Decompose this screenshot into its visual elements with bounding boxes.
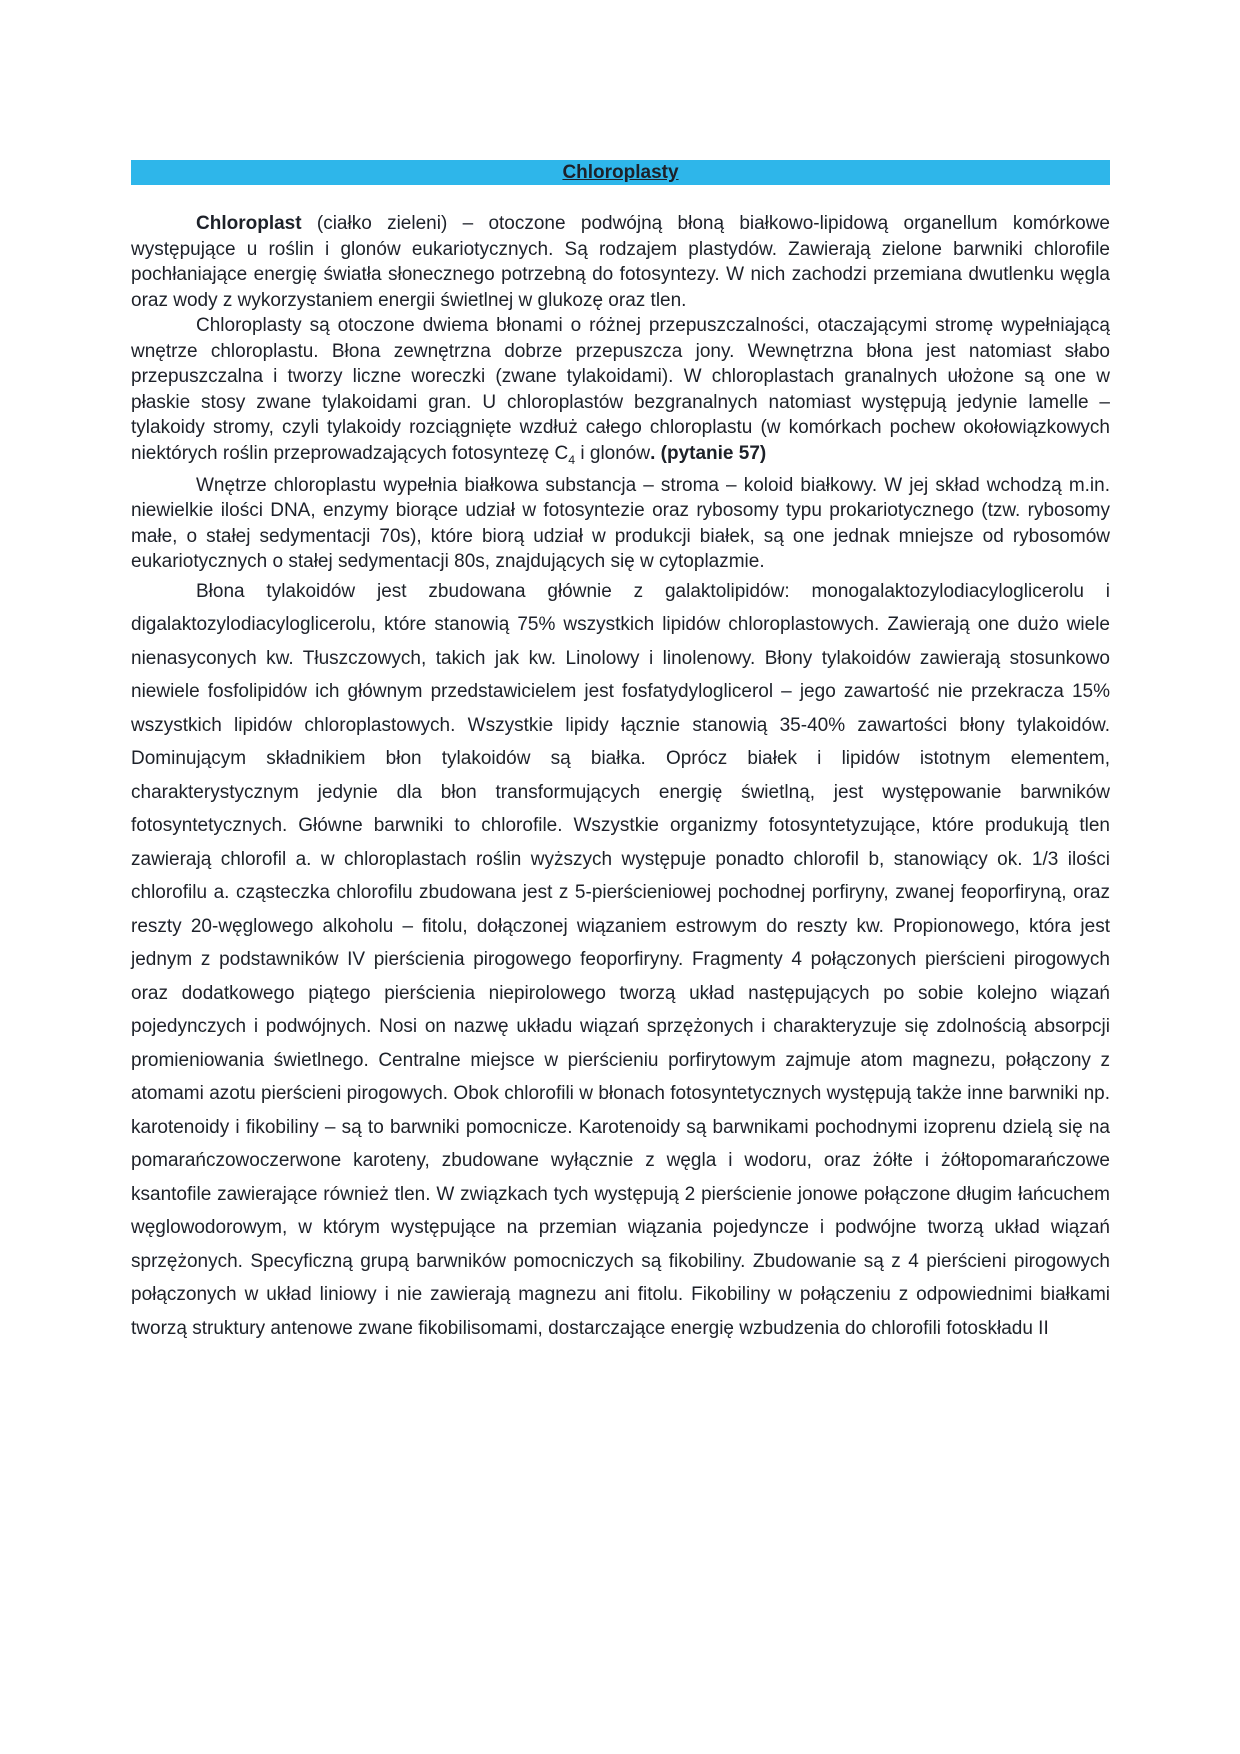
text-run: Wnętrze chloroplastu wypełnia białkowa substancja – stroma – koloid białkowy. W jej skład wchodzą m.in. niewielkie ilości DNA, enzymy biorące udział w fotosyntezie oraz rybosomy typu prokariotycznego (tzw. rybosomy małe, o stałej sedymentacji 70s), które biorą udział w produkcji białek, są one jednak mniejsze od rybosomów eukariotycznych o stałej sedymentacji 80s, znajdujących się w cytoplazmie.	[131, 474, 1110, 573]
document-title-highlight	[131, 160, 1110, 185]
bold-run: . (pytanie 57)	[650, 442, 767, 464]
text-run: Chloroplasty są otoczone dwiema błonami o różnej przepuszczalności, otaczającymi stromę wypełniającą wnętrze chloroplastu. Błona zewnętrzna dobrze przepuszcza jony. Wewnętrzna błona jest natomiast słabo przepuszczalna i tworzy liczne woreczki (zwane tylakoidami). W chloroplastach granalnych ułożone są one w płaskie stosy zwane tylakoidami gran. U chloroplastów bezgranalnych natomiast występują jedynie lamelle – tylakoidy stromy, czyli tylakoidy rozciągnięte wzdłuż całego chloroplastu (w komórkach pochew okołowiązkowych niektórych roślin przeprowadzających fotosyntezę C	[131, 315, 1110, 464]
subscript-run: 4	[568, 452, 576, 467]
paragraph	[131, 473, 1110, 575]
text-run: (ciałko zieleni) – otoczone podwójną błoną białkowo-lipidową organellum komórkowe występujące u roślin i glonów eukariotycznych. Są rodzajem plastydów. Zawierają zielone barwniki chlorofile pochłaniające energię światła słonecznego potrzebną do fotosyntezy. W nich zachodzi przemiana dwutlenku węgla oraz wody z wykorzystaniem energii świetlnej w glukozę oraz tlen.	[131, 213, 1110, 311]
document-body	[131, 211, 1110, 1345]
paragraph	[131, 575, 1110, 1346]
document-title: Chloroplasty	[562, 162, 679, 183]
text-run: i glonów	[575, 442, 651, 464]
text-run: Błona tylakoidów jest zbudowana głównie z galaktolipidów: monogalaktozylodiacyloglicerolu i digalaktozylodiacyloglicerolu, które stanowią 75% wszystkich lipidów chloroplastowych. Zawierają one dużo wiele nienasyconych kw. Tłuszczowych, takich jak kw. Linolowy i linolenowy. Błony tylakoidów zawierają stosunkowo niewiele fosfolipidów ich głównym przedstawicielem jest fosfatydyloglicerol – jego zawartość nie przekracza 15% wszystkich lipidów chloroplastowych. Wszystkie lipidy łącznie stanowią 35-40% zawartości błony tylakoidów. Dominującym składnikiem błon tylakoidów są białka. Oprócz białek i lipidów istotnym elementem, charakterystycznym jedynie dla błon transformujących energię świetlną, jest występowanie barwników fotosyntetycznych. Główne barwniki to chlorofile. Wszystkie organizmy fotosyntetyzujące, które produkują tlen zawierają chlorofil a. w chloroplastach roślin wyższych występuje ponadto chlorofil b, stanowiący ok. 1/3 ilości chlorofilu a. cząsteczka chlorofilu zbudowana jest z 5-pierścieniowej pochodnej porfiryny, zwanej feoporfiryną, oraz reszty 20-węglowego alkoholu – fitolu, dołączonej wiązaniem estrowym do reszty kw. Propionowego, która jest jednym z podstawników IV pierścienia pirogowego feoporfiryny. Fragmenty 4 połączonych pierścieni pirogowych oraz dodatkowego piątego pierścienia niepirolowego tworzą układ następujących po sobie kolejno wiązań pojedynczych i podwójnych. Nosi on nazwę układu wiązań sprzężonych i charakteryzuje się zdolnością absorpcji promieniowania świetlnego. Centralne miejsce w pierścieniu porfirytowym zajmuje atom magnezu, połączony z atomami azotu pierścieni pirogowych. Obok chlorofili w błonach fotosyntetycznych występują także inne barwniki np. karotenoidy i fikobiliny – są to barwniki pomocnicze. Karotenoidy są barwnikami pochodnymi izoprenu dzielą się na pomarańczowoczerwone karoteny, zbudowane wyłącznie z węgla i wodoru, oraz żółte i żółtopomarańczowe ksantofile zawierające również tlen. W związkach tych występują 2 pierścienie jonowe połączone długim łańcuchem węglowodorowym, w którym występujące na przemian wiązania pojedyncze i podwójne tworzą układ wiązań sprzężonych. Specyficzną grupą barwników pomocniczych są fikobiliny. Zbudowanie są z 4 pierścieni pirogowych połączonych w układ liniowy i nie zawierają magnezu ani fitolu. Fikobiliny w połączeniu z odpowiednimi białkami tworzą struktury antenowe zwane fikobilisomami, dostarczające energię wzbudzenia do chlorofili fotoskładu II	[131, 580, 1110, 1339]
bold-run: Chloroplast	[196, 213, 302, 234]
paragraph	[131, 211, 1110, 313]
paragraph	[131, 313, 1110, 473]
